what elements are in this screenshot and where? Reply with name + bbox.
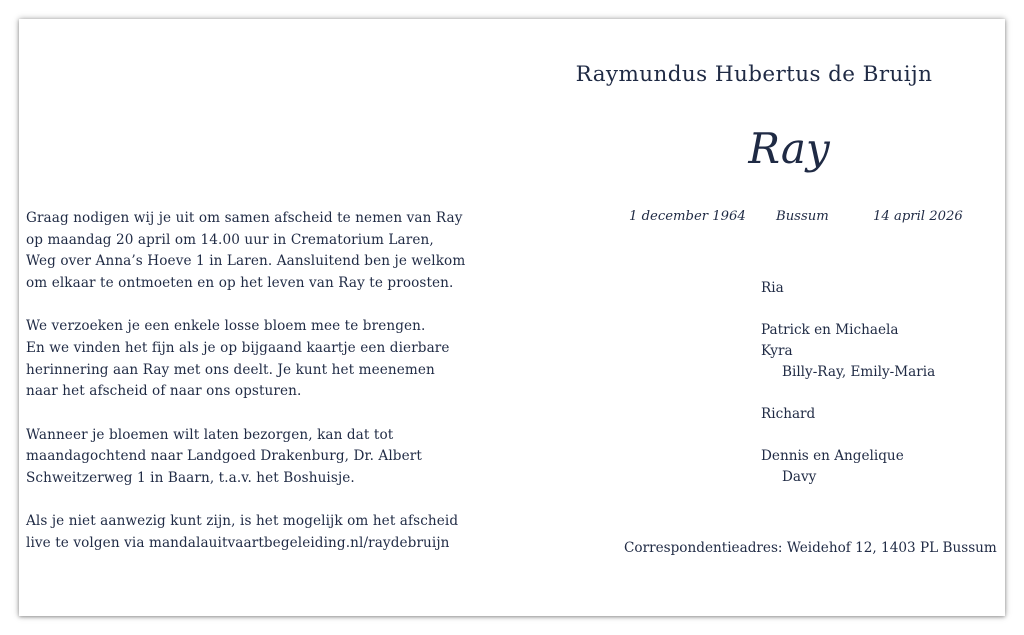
family-member: Dennis en Angelique bbox=[761, 447, 904, 464]
correspondence-address: Correspondentieadres: Weidehof 12, 1403 PL Bussum bbox=[624, 540, 997, 556]
invitation-paragraph bbox=[26, 208, 466, 295]
family-member: Richard bbox=[761, 405, 816, 422]
death-date: 14 april 2026 bbox=[873, 209, 963, 224]
text-line: op maandag 20 april om 14.00 uur in Crematorium Laren, bbox=[26, 231, 434, 248]
text-line: Als je niet aanwezig kunt zijn, is het mogelijk om het afscheid bbox=[26, 513, 459, 530]
livestream-paragraph bbox=[26, 511, 466, 554]
text-line: Wanneer je bloemen wilt laten bezorgen, kan dat tot bbox=[26, 426, 394, 443]
family-member: Kyra bbox=[761, 342, 793, 359]
text-line: om elkaar te ontmoeten en op het leven van Ray te proosten. bbox=[26, 275, 454, 292]
invitation-text bbox=[26, 208, 466, 576]
text-line: We verzoeken je een enkele losse bloem mee te brengen. bbox=[26, 318, 426, 335]
birth-date: 1 december 1964 bbox=[629, 209, 746, 224]
text-line: Schweitzerweg 1 in Baarn, t.a.v. het Boshuisje. bbox=[26, 470, 355, 487]
text-line: Graag nodigen wij je uit om samen afscheid te nemen van Ray bbox=[26, 210, 463, 226]
text-line: live te volgen via mandalauitvaartbegeleiding.nl/raydebruijn bbox=[26, 534, 450, 551]
family-list bbox=[761, 278, 935, 488]
full-name: Raymundus Hubertus de Bruijn bbox=[575, 62, 933, 87]
text-line: herinnering aan Ray met ons deelt. Je kunt het meenemen bbox=[26, 361, 435, 378]
family-member: Billy-Ray, Emily-Maria bbox=[782, 364, 936, 381]
text-line: En we vinden het fijn als je op bijgaand kaartje een dierbare bbox=[26, 340, 450, 357]
flowers-paragraph bbox=[26, 316, 466, 403]
text-line: maandagochtend naar Landgoed Drakenburg, Dr. Albert bbox=[26, 448, 422, 465]
family-member: Davy bbox=[782, 468, 817, 485]
text-line: Weg over Anna’s Hoeve 1 in Laren. Aansluitend ben je welkom bbox=[26, 253, 466, 270]
place: Bussum bbox=[776, 209, 829, 224]
family-member: Ria bbox=[761, 280, 784, 296]
nickname: Ray bbox=[748, 124, 830, 173]
card-page bbox=[19, 19, 1005, 616]
text-line: naar het afscheid of naar ons opsturen. bbox=[26, 383, 302, 400]
delivery-paragraph bbox=[26, 425, 466, 490]
family-member: Patrick en Michaela bbox=[761, 321, 899, 338]
